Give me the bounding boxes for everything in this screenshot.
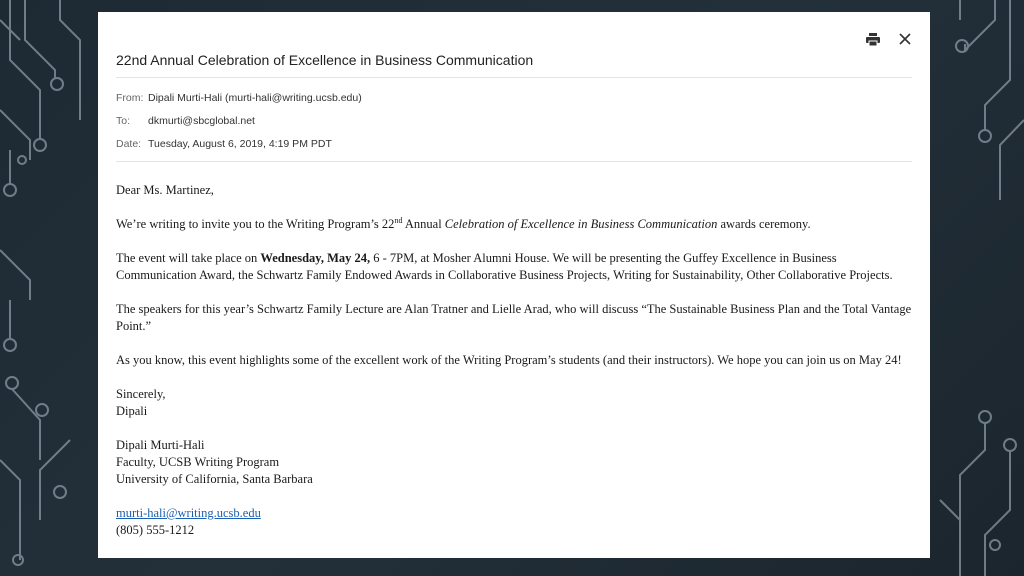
invite-text-b: Annual (402, 217, 445, 231)
printer-icon[interactable] (864, 30, 882, 48)
signature (116, 437, 916, 488)
email-subject: 22nd Annual Celebration of Excellence in Business Communication (116, 52, 534, 68)
to-row (116, 115, 255, 127)
contact (116, 505, 916, 539)
invite-text-c: awards ceremony. (717, 217, 811, 231)
signature-org: University of California, Santa Barbara (116, 472, 313, 486)
paragraph-closing: As you know, this event highlights some of the excellent work of the Writing Program’s students (and their instructors). We hope you can join us on May 24! (116, 353, 902, 367)
date-row (116, 138, 332, 150)
to-value: dkmurti@sbcglobal.net (148, 115, 255, 127)
event-date: Wednesday, May 24, (260, 251, 371, 265)
paragraph-speakers: The speakers for this year’s Schwartz Family Lecture are Alan Tratner and Lielle Arad, who will discuss “The Sustainable Business Plan and the Total Vantage Point.” (116, 302, 912, 333)
email-body (116, 182, 916, 539)
signature-email-link[interactable]: murti-hali@writing.ucsb.edu (116, 506, 261, 520)
details-text-b: 6 - 7PM, at Mosher Alumni House. We will be presenting the Guffey Excellence in Business Communication Award, the Schwartz Family Endowed Awards in Collaborative Business Projects, Writing for Sustainability, Other Collaborative Projects. (116, 251, 893, 282)
signature-title: Faculty, UCSB Writing Program (116, 455, 280, 469)
details-text-a: The event will take place on (116, 251, 261, 265)
email-window (98, 12, 930, 558)
paragraph-invite (116, 216, 916, 233)
divider (116, 77, 912, 78)
greeting: Dear Ms. Martinez, (116, 183, 214, 197)
event-name: Celebration of Excellence in Business Communication (444, 217, 718, 231)
closing-name: Dipali (116, 404, 148, 418)
email-toolbar (864, 30, 914, 48)
to-label: To: (116, 115, 131, 127)
divider (116, 161, 912, 162)
invite-text-a: We’re writing to invite you to the Writing Program’s 22 (116, 217, 395, 231)
date-label: Date: (116, 138, 142, 150)
closing-block (116, 386, 916, 420)
closing: Sincerely, (116, 387, 166, 401)
close-icon[interactable] (896, 30, 914, 48)
from-row (116, 92, 362, 104)
signature-name: Dipali Murti-Hali (116, 438, 205, 452)
ordinal-suffix: nd (394, 215, 403, 225)
signature-phone: (805) 555-1212 (116, 523, 195, 537)
paragraph-event-details (116, 250, 916, 284)
date-value: Tuesday, August 6, 2019, 4:19 PM PDT (148, 138, 332, 150)
from-label: From: (116, 92, 144, 104)
from-value: Dipali Murti-Hali (murti-hali@writing.ucsb.edu) (148, 92, 362, 104)
